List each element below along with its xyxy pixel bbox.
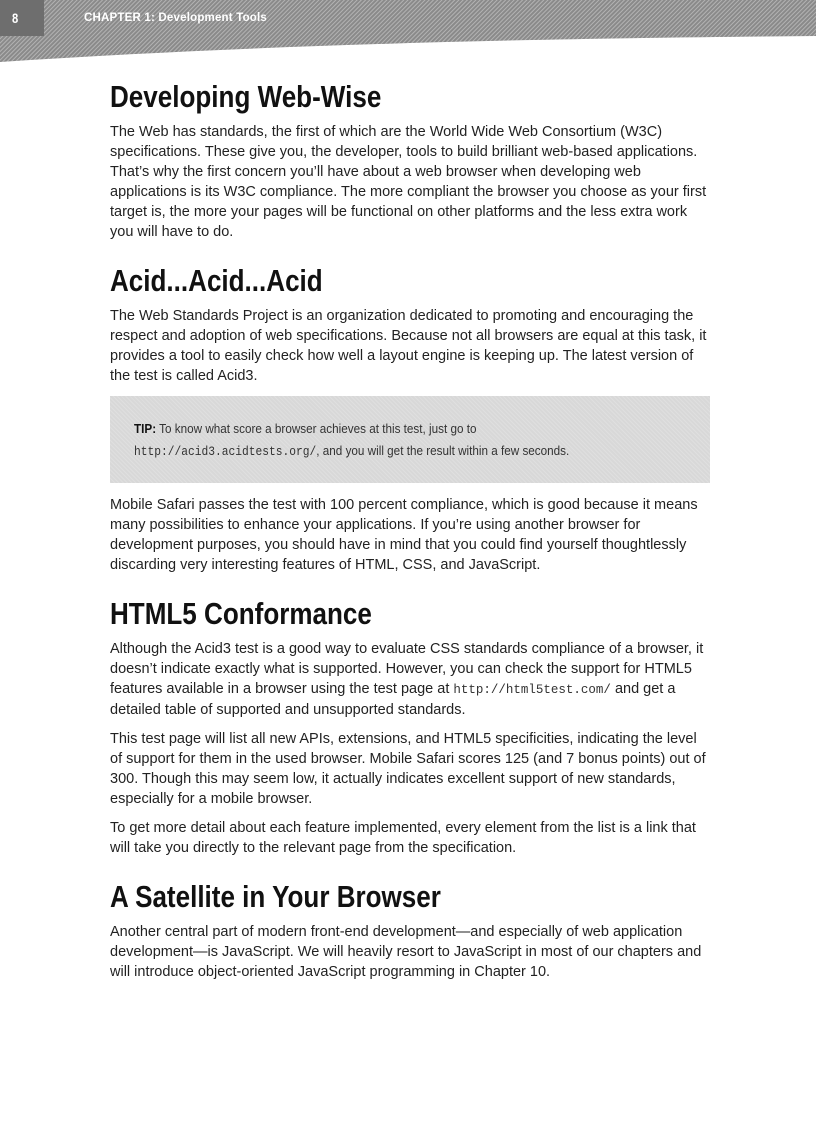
acid3-link[interactable]: http://acid3.acidtests.org/	[134, 445, 317, 459]
section-html5-conformance	[110, 597, 710, 858]
section-acid	[110, 264, 710, 575]
section-heading: A Satellite in Your Browser	[110, 879, 441, 914]
paragraph-text: and get a detailed table of supported and unsupported standards.	[110, 681, 676, 718]
tip-label: TIP:	[134, 421, 157, 436]
paragraph: The Web has standards, the first of which are the World Wide Web Consortium (W3C) specifications. These give you, the developer, tools to build brilliant web-based applications. That’s why the first concern you’ll have about a web browser when developing web applications is its W3C compliance. The more compliant the browser you choose as your first target is, the more your pages will be functional on other platforms and the less extra work you will have to do.	[110, 124, 707, 240]
page-number: 8	[12, 10, 19, 26]
tip-box	[110, 396, 710, 483]
html5test-link[interactable]: http://html5test.com/	[453, 683, 611, 697]
section-heading: Acid...Acid...Acid	[110, 263, 323, 298]
tip-text: To know what score a browser achieves at this test, just go to	[159, 421, 477, 436]
paragraph	[110, 639, 710, 720]
tip-line-1	[134, 418, 634, 440]
tip-line-2	[134, 440, 634, 463]
paragraph: The Web Standards Project is an organization dedicated to promoting and encouraging the respect and adoption of web specifications. Because not all browsers are equal at this task, it provides a tool to easily check how well a layout engine is keeping up. The latest version of the test is called Acid3.	[110, 308, 707, 384]
paragraph: Another central part of modern front-end development—and especially of web application development—is JavaScript. We will heavily resort to JavaScript in most of our chapters and will introduce object-oriented JavaScript programming in Chapter 10.	[110, 924, 702, 980]
paragraph: To get more detail about each feature implemented, every element from the list is a link that will take you directly to the relevant page from the specification.	[110, 820, 696, 856]
tip-text: , and you will get the result within a few seconds.	[316, 443, 570, 458]
section-satellite	[110, 880, 710, 982]
section-heading: HTML5 Conformance	[110, 596, 372, 631]
section-developing-web-wise	[110, 80, 710, 242]
paragraph: This test page will list all new APIs, extensions, and HTML5 specificities, indicating the level of support for them in the used browser. Mobile Safari scores 125 (and 7 bonus points) out of 300. Though this may seem low, it actually indicates excellent support of new standards, especially for a mobile browser.	[110, 731, 706, 807]
page-content	[110, 80, 710, 1004]
page-header	[0, 0, 816, 62]
section-heading: Developing Web-Wise	[110, 79, 382, 114]
header-band	[0, 0, 816, 62]
chapter-title: CHAPTER 1: Development Tools	[84, 12, 268, 24]
paragraph-text: Although the Acid3 test is a good way to evaluate CSS standards compliance of a browser, it doesn’t indicate exactly what is supported. However, you can check the support for HTML5 features available in a browser using the test page at	[110, 641, 704, 697]
paragraph: Mobile Safari passes the test with 100 percent compliance, which is good because it means many possibilities to enhance your applications. If you’re using another browser for development purposes, you should have in mind that you could find yourself thoughtlessly discarding very interesting features of HTML, CSS, and JavaScript.	[110, 497, 698, 573]
